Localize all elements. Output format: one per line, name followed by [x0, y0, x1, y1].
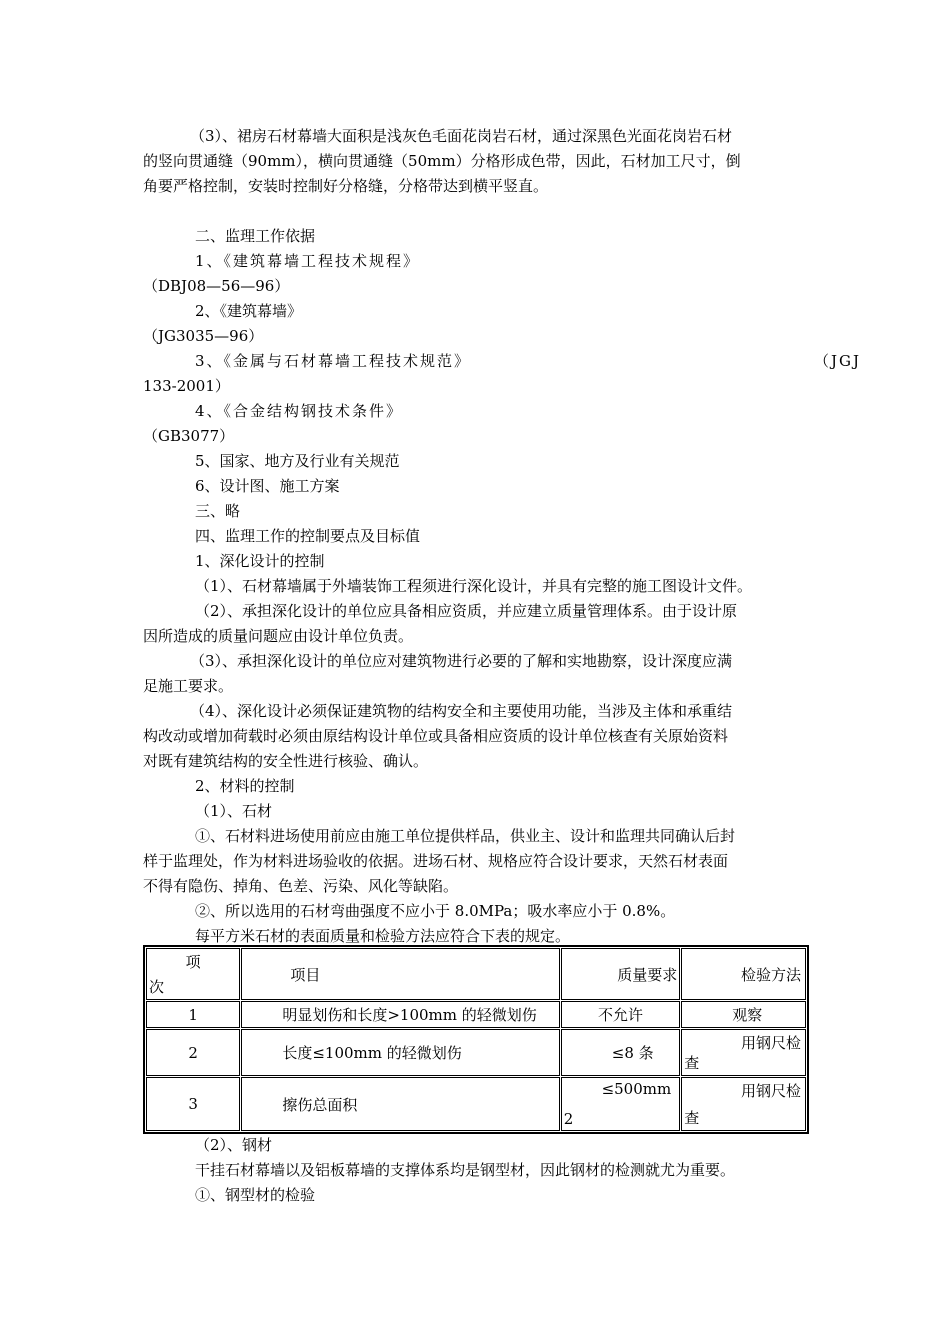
paragraph-line: ①、石材料进场使用前应由施工单位提供样品，供业主、设计和监理共同确认后封 — [195, 827, 736, 845]
section-heading: 二、监理工作依据 — [195, 227, 316, 245]
subsection-heading: 1、深化设计的控制 — [195, 552, 325, 570]
paragraph-line: （2）、钢材 — [195, 1136, 273, 1154]
paragraph-line: 因所造成的质量问题应由设计单位负责。 — [143, 627, 414, 645]
reference-code: （JGJ — [813, 352, 861, 370]
row-quality: ≤8 条 — [561, 1029, 680, 1076]
row-method-top: 用钢尺检 — [740, 1082, 801, 1100]
paragraph-line: （3）、裙房石材幕墙大面积是浅灰色毛面花岗岩石材，通过深黑色光面花岗岩石材 — [190, 127, 733, 145]
reference-title: 3、《金属与石材幕墙工程技术规范》 — [195, 352, 472, 370]
paragraph-line: ②、所以选用的石材弯曲强度不应小于 8.0MPa；吸水率应小于 0.8%。 — [195, 902, 676, 920]
row-quality — [561, 1077, 680, 1131]
table-row — [146, 1029, 806, 1076]
reference-code: （JG3035—96） — [143, 327, 264, 345]
reference-item: 1、《建筑幕墙工程技术规程》 — [195, 252, 421, 270]
paragraph-line: 足施工要求。 — [143, 677, 234, 695]
row-quality-bottom: 2 — [563, 1110, 574, 1128]
header-no-top: 项 — [185, 953, 201, 971]
header-no-bottom: 次 — [149, 978, 165, 996]
paragraph-line: 不得有隐伤、掉角、色差、污染、风化等缺陷。 — [143, 877, 459, 895]
paragraph-line: （1）、石材 — [195, 802, 273, 820]
section-heading: 四、监理工作的控制要点及目标值 — [195, 527, 421, 545]
row-no: 3 — [146, 1077, 240, 1131]
header-no — [146, 948, 240, 1000]
quality-table — [143, 945, 809, 1134]
reference-item: 6、设计图、施工方案 — [195, 477, 340, 495]
paragraph-line: 样于监理处，作为材料进场验收的依据。进场石材、规格应符合设计要求，天然石材表面 — [143, 852, 729, 870]
paragraph-line: （3）、承担深化设计的单位应对建筑物进行必要的了解和实地勘察，设计深度应满 — [190, 652, 733, 670]
reference-item — [143, 349, 861, 374]
header-item — [241, 948, 559, 1000]
row-quality: 不允许 — [561, 1001, 680, 1028]
header-method: 检验方法 — [681, 948, 806, 1000]
reference-item: 5、国家、地方及行业有关规范 — [195, 452, 400, 470]
row-method: 观察 — [681, 1001, 806, 1028]
reference-item: 2、《建筑幕墙》 — [195, 302, 303, 320]
row-method — [681, 1077, 806, 1131]
paragraph-line: 对既有建筑结构的安全性进行核验、确认。 — [143, 752, 429, 770]
table-header-row — [146, 948, 806, 1000]
row-no: 1 — [146, 1001, 240, 1028]
paragraph-line: 的竖向贯通缝（90mm），横向贯通缝（50mm）分格形成色带，因此，石材加工尺寸，倒 — [143, 152, 741, 170]
row-no: 2 — [146, 1029, 240, 1076]
table-row — [146, 1001, 806, 1028]
section-heading: 三、略 — [195, 502, 241, 520]
paragraph-line: 构改动或增加荷载时必须由原结构设计单位或具备相应资质的设计单位核查有关原始资料 — [143, 727, 729, 745]
header-item-label: 项目 — [290, 965, 321, 984]
table-caption: 每平方米石材的表面质量和检验方法应符合下表的规定。 — [195, 927, 571, 945]
paragraph-line: 角要严格控制，安装时控制好分格缝，分格带达到横平竖直。 — [143, 177, 549, 195]
table-row — [146, 1077, 806, 1131]
row-item: 长度≤100mm 的轻微划伤 — [241, 1029, 559, 1076]
reference-code: 133-2001） — [143, 377, 230, 395]
header-quality: 质量要求 — [561, 948, 680, 1000]
paragraph-line: （2）、承担深化设计的单位应具备相应资质，并应建立质量管理体系。由于设计原 — [195, 602, 738, 620]
reference-code: （GB3077） — [143, 427, 235, 445]
paragraph-line: ①、钢型材的检验 — [195, 1186, 316, 1204]
row-method-top: 用钢尺检 — [740, 1034, 801, 1052]
row-item: 明显划伤和长度>100mm 的轻微划伤 — [241, 1001, 559, 1028]
subsection-heading: 2、材料的控制 — [195, 777, 295, 795]
row-method-bottom: 查 — [684, 1109, 700, 1127]
row-quality-top: ≤500mm — [601, 1080, 672, 1098]
paragraph-line: 干挂石材幕墙以及铝板幕墙的支撑体系均是钢型材，因此钢材的检测就尤为重要。 — [195, 1161, 736, 1179]
row-method — [681, 1029, 806, 1076]
row-item: 擦伤总面积 — [241, 1077, 559, 1131]
reference-code: （DBJ08—56—96） — [143, 277, 290, 295]
paragraph-line: （1）、石材幕墙属于外墙装饰工程须进行深化设计，并具有完整的施工图设计文件。 — [195, 577, 753, 595]
paragraph-line: （4）、深化设计必须保证建筑物的结构安全和主要使用功能，当涉及主体和承重结 — [190, 702, 733, 720]
reference-item: 4、《合金结构钢技术条件》 — [195, 402, 404, 420]
row-method-bottom: 查 — [684, 1054, 700, 1072]
